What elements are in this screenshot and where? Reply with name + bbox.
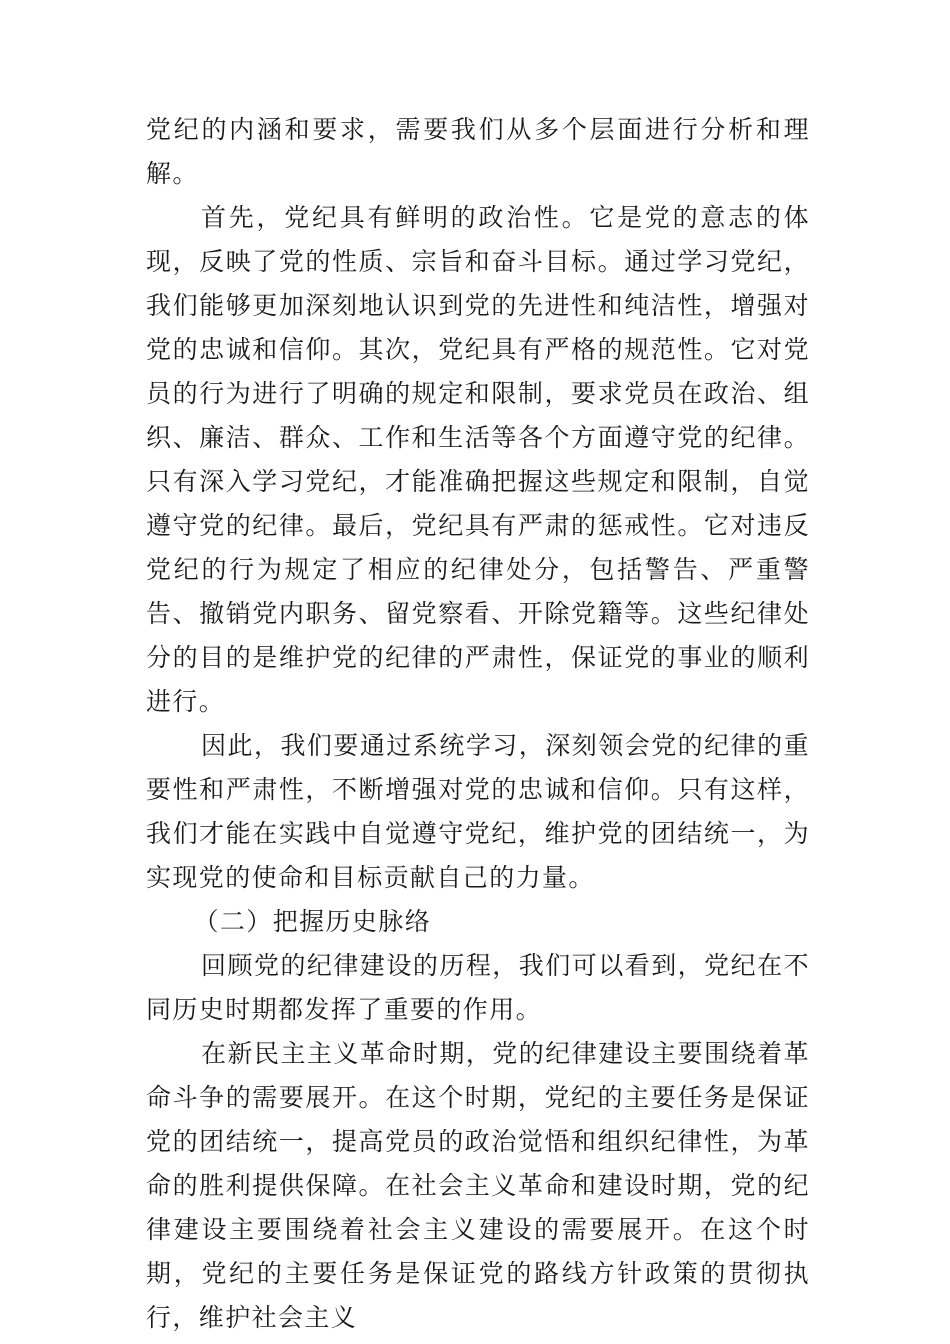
- paragraph-continuation: 党纪的内涵和要求，需要我们从多个层面进行分析和理解。: [146, 115, 810, 188]
- paragraph-revolution-period: 在新民主主义革命时期，党的纪律建设主要围绕着革命斗争的需要展开。在这个时期，党纪的主要任务是保证党的团结统一，提高党员的政治觉悟和组织纪律性，为革命的胜利提供保障。在社会主义革命和建设时期，党的纪律建设主要围绕着社会主义建设的需要展开。在这个时期，党纪的主要任务是保证党的路线方针政策的贯彻执行，维护社会主义: [146, 1039, 810, 1332]
- paragraph-therefore: 因此，我们要通过系统学习，深刻领会党的纪律的重要性和严肃性，不断增强对党的忠诚和信仰。只有这样，我们才能在实践中自觉遵守党纪，维护党的团结统一，为实现党的使命和目标贡献自己的力量。: [146, 731, 810, 892]
- paragraph-history-review: 回顾党的纪律建设的历程，我们可以看到，党纪在不同历史时期都发挥了重要的作用。: [146, 951, 810, 1024]
- paragraph-party-discipline-characteristics: 首先，党纪具有鲜明的政治性。它是党的意志的体现，反映了党的性质、宗旨和奋斗目标。通过学习党纪，我们能够更加深刻地认识到党的先进性和纯洁性，增强对党的忠诚和信仰。其次，党纪具有严格的规范性。它对党员的行为进行了明确的规定和限制，要求党员在政治、组织、廉洁、群众、工作和生活等各个方面遵守党的纪律。只有深入学习党纪，才能准确把握这些规定和限制，自觉遵守党的纪律。最后，党纪具有严肃的惩戒性。它对违反党纪的行为规定了相应的纪律处分，包括警告、严重警告、撤销党内职务、留党察看、开除党籍等。这些纪律处分的目的是维护党的纪律的严肃性，保证党的事业的顺利进行。: [146, 203, 810, 716]
- section-heading: （二）把握历史脉络: [193, 907, 432, 936]
- document-page: [146, 108, 810, 1340]
